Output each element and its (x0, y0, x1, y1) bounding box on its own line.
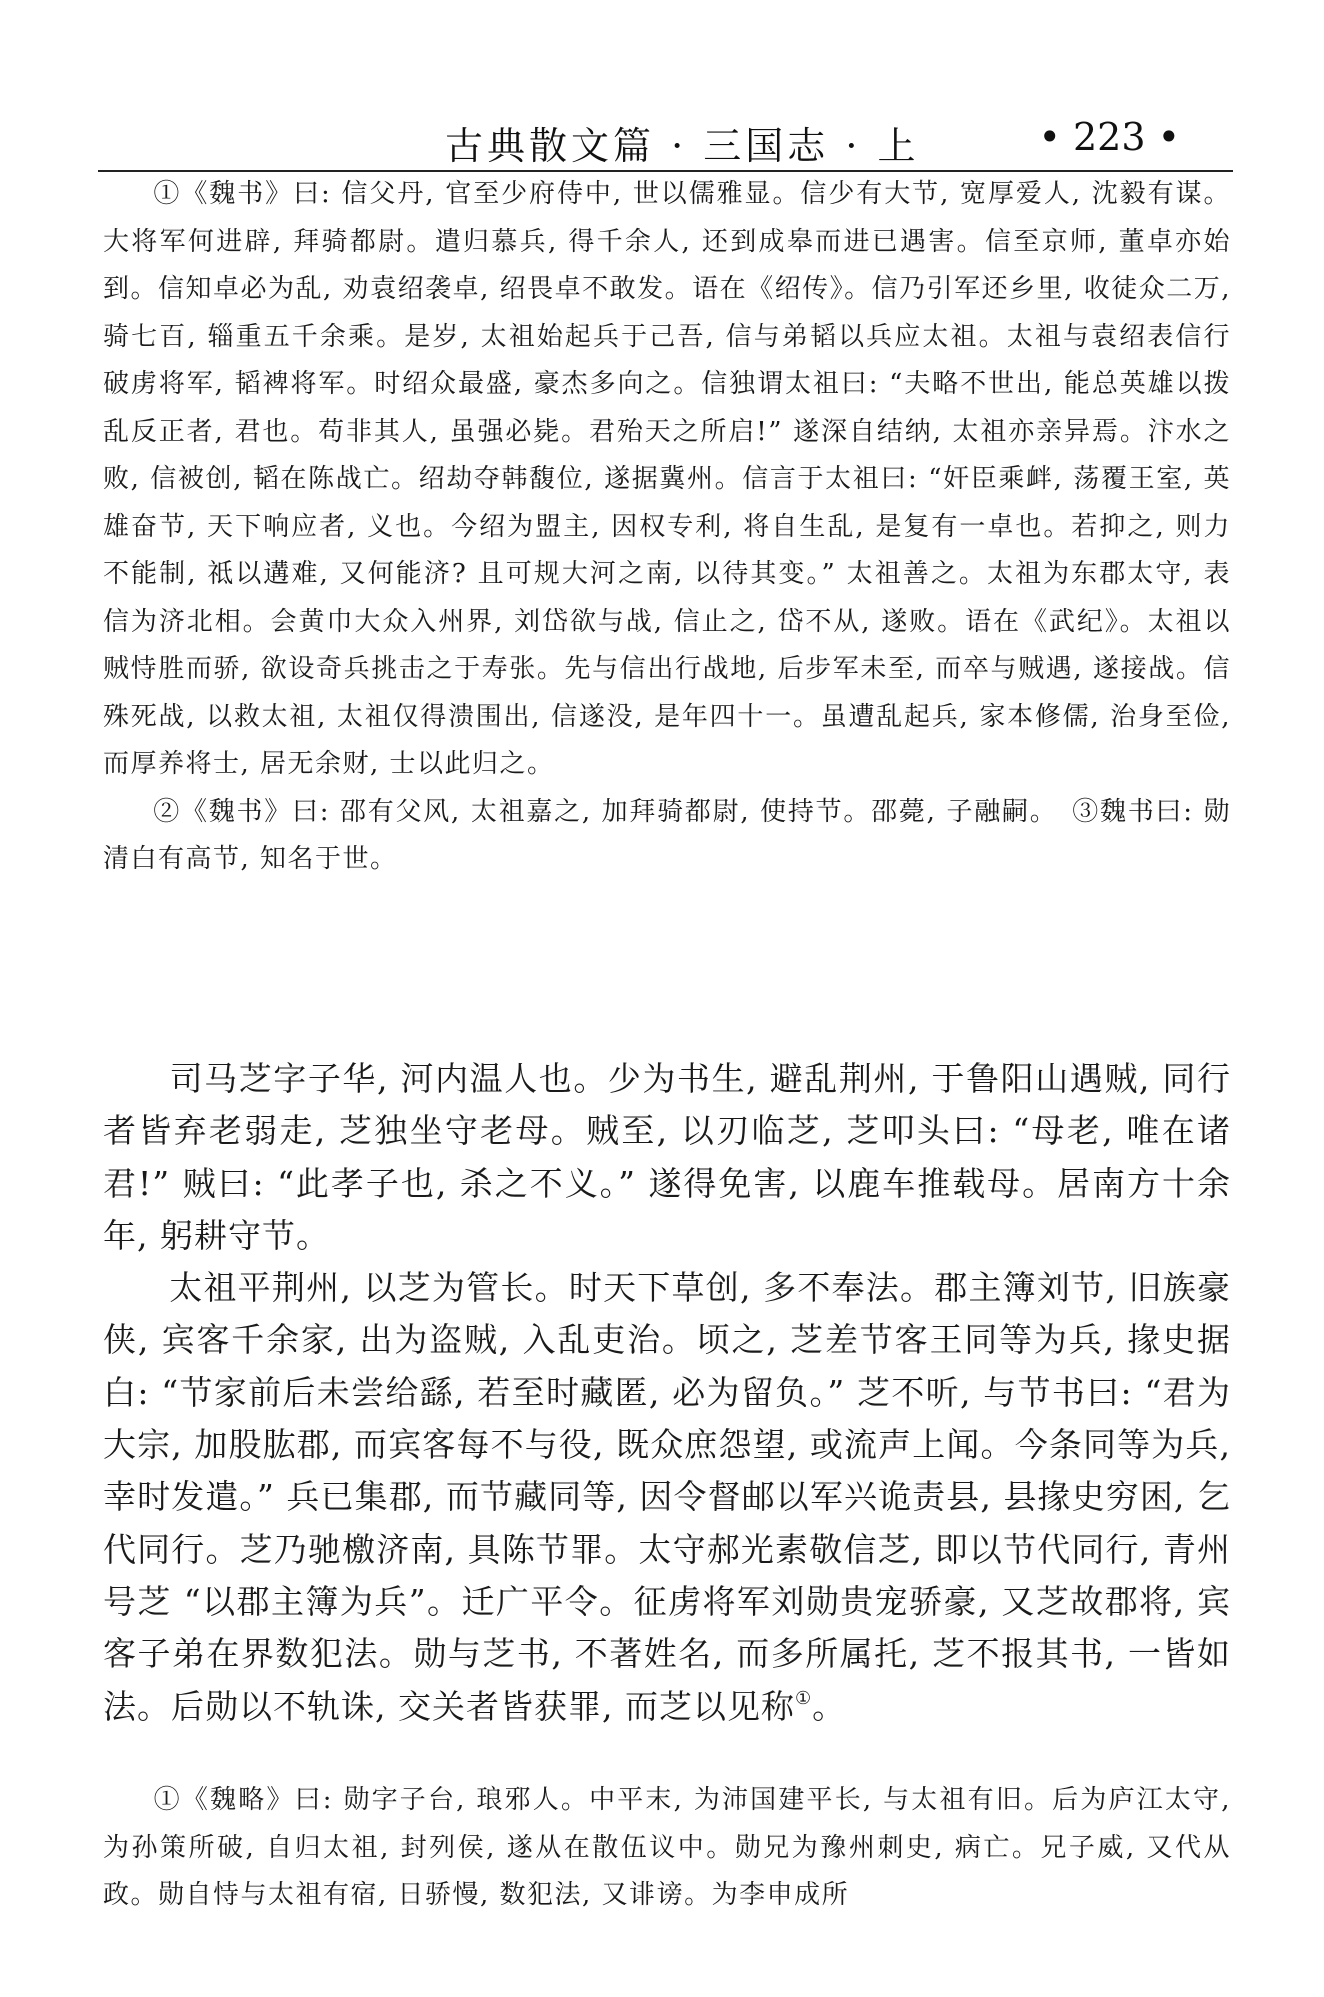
paragraph-2-text: 太祖平荆州, 以芝为管长。时天下草创, 多不奉法。郡主簿刘节, 旧族豪侠, 宾客千余家, 出为盗贼, 入乱吏治。顷之, 芝差节客王同等为兵, 掾史据白: “节家前后未尝给繇, 若至时藏匿, 必为留负。” 芝不听, 与节书曰: “君为大宗, 加股肱郡, 而宾客每不与役, 既众庶怨望, 或流声上闻。今条同等为兵, 幸时发遣。” 兵已集郡, 而节藏同等, 因令督邮以军兴诡责县, 县掾史穷困, 乞代同行。芝乃驰檄济南, 具陈节罪。太守郝光素敬信芝, 即以节代同行, 青州号芝 “以郡主簿为兵”。迁广平令。征虏将军刘勋贵宠骄豪, 又芝故郡将, 宾客子弟在界数犯法。勋与芝书, 不著姓名, 而多所属托, 芝不报其书, 一皆如法。后勋以不轨诛, 交关者皆获罪, 而芝以见称 (103, 1268, 1231, 1726)
footnote-bottom-1 (103, 1777, 1231, 1920)
footnote-1 (103, 171, 1231, 789)
paragraph-2 (103, 1262, 1231, 1733)
footnote-1-text: ①《魏书》曰: 信父丹, 官至少府侍中, 世以儒雅显。信少有大节, 宽厚爱人, 沈毅有谋。大将军何进辟, 拜骑都尉。遣归慕兵, 得千余人, 还到成皋而进已遇害。信至京师, 董卓亦始到。信知卓必为乱, 劝袁绍袭卓, 绍畏卓不敢发。语在《绍传》。信乃引军还乡里, 收徒众二万, 骑七百, 辎重五千余乘。是岁, 太祖始起兵于己吾, 信与弟韬以兵应太祖。太祖与袁绍表信行破虏将军, 韬裨将军。时绍众最盛, 豪杰多向之。信独谓太祖曰: “夫略不世出, 能总英雄以拨乱反正者, 君也。苟非其人, 虽强必毙。君殆天之所启!” 遂深自结纳, 太祖亦亲异焉。汴水之败, 信被创, 韬在陈战亡。绍劫夺韩馥位, 遂据冀州。信言于太祖曰: “奸臣乘衅, 荡覆王室, 英雄奋节, 天下响应者, 义也。今绍为盟主, 因权专利, 将自生乱, 是复有一卓也。若抑之, 则力不能制, 祗以遘难, 又何能济? 且可规大河之南, 以待其变。” 太祖善之。太祖为东郡太守, 表信为济北相。会黄巾大众入州界, 刘岱欲与战, 信止之, 岱不从, 遂败。语在《武纪》。太祖以贼恃胜而骄, 欲设奇兵挑击之于寿张。先与信出行战地, 后步军未至, 而卒与贼遇, 遂接战。信殊死战, 以救太祖, 太祖仅得溃围出, 信遂没, 是年四十一。虽遭乱起兵, 家本修儒, 治身至俭, 而厚养将士, 居无余财, 士以此归之。 (103, 179, 1231, 779)
footnote-2-3-text: ②《魏书》曰: 邵有父风, 太祖嘉之, 加拜骑都尉, 使持节。邵薨, 子融嗣。 ③魏书曰: 勋清白有高节, 知名于世。 (103, 796, 1231, 874)
footnote-block-top (103, 171, 1231, 884)
running-header (100, 105, 1230, 168)
footnote-block-bottom (103, 1777, 1231, 1920)
footnote-ref: ① (794, 1687, 813, 1709)
footnote-bottom-1-text: ①《魏略》曰: 勋字子台, 琅邪人。中平末, 为沛国建平长, 与太祖有旧。后为庐江太守, 为孙策所破, 自归太祖, 封列侯, 遂从在散伍议中。勋兄为豫州刺史, 病亡。兄子威, 又代从政。勋自恃与太祖有宿, 日骄慢, 数犯法, 又诽谤。为李申成所 (103, 1785, 1231, 1910)
paragraph-1 (103, 1053, 1231, 1262)
main-text (103, 1053, 1231, 1733)
page-number: • 223 • (1038, 115, 1180, 159)
paragraph-2-end: 。 (812, 1686, 847, 1726)
header-title: 古典散文篇 · 三国志 · 上 (445, 124, 920, 168)
paragraph-1-text: 司马芝字子华, 河内温人也。少为书生, 避乱荆州, 于鲁阳山遇贼, 同行者皆弃老弱走, 芝独坐守老母。贼至, 以刃临芝, 芝叩头曰: “母老, 唯在诸君!” 贼曰: “此孝子也, 杀之不义。” 遂得免害, 以鹿车推载母。居南方十余年, 躬耕守节。 (103, 1059, 1231, 1255)
footnote-2-3 (103, 789, 1231, 884)
